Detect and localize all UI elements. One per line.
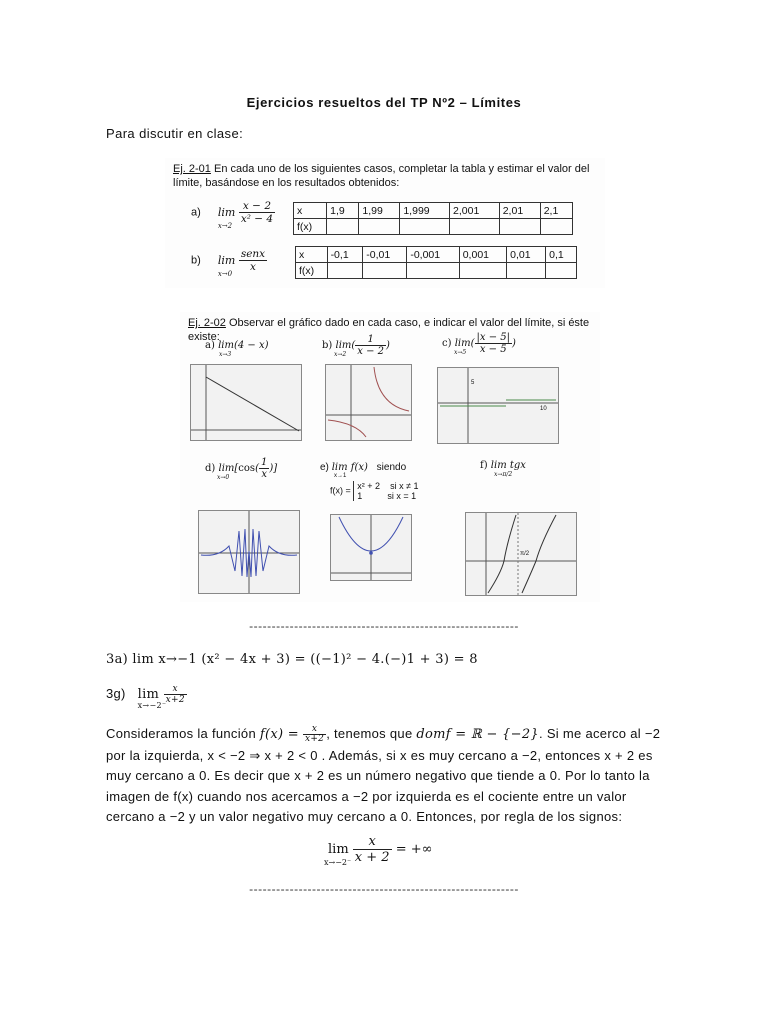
graph-f-tick-label: π/2 bbox=[520, 551, 530, 557]
final-result: = +∞ bbox=[395, 842, 433, 857]
table-cell: 2,1 bbox=[540, 203, 572, 219]
table-cell: 0,1 bbox=[546, 247, 577, 263]
table-b bbox=[295, 246, 577, 279]
table-cell bbox=[327, 219, 359, 235]
lim-word: lim bbox=[335, 340, 352, 351]
table-cell bbox=[540, 219, 572, 235]
lim-word: lim bbox=[328, 842, 349, 857]
graph-a-plot bbox=[191, 365, 301, 440]
fraction-denominator: x+2 bbox=[165, 695, 185, 705]
fraction-denominator: x+2 bbox=[304, 734, 325, 745]
siendo-word: siendo bbox=[376, 462, 407, 473]
item-label: a) bbox=[205, 340, 215, 351]
lim-word: lim bbox=[218, 463, 235, 474]
lim-subscript: x→2 bbox=[334, 351, 347, 358]
table-cell: 1,99 bbox=[359, 203, 400, 219]
exercise-3g bbox=[106, 684, 187, 710]
exercise-2-02-text: Observar el gráfico dado en cada caso, e indicar el valor del límite, si éste existe: bbox=[188, 317, 590, 343]
graph-c-tick-label: 10 bbox=[540, 406, 547, 412]
cond-2: si x = 1 bbox=[387, 491, 417, 501]
table-cell: 2,01 bbox=[499, 203, 540, 219]
fraction-numerator: senx bbox=[240, 248, 266, 260]
table-cell bbox=[359, 219, 400, 235]
lim-subscript: x→0 bbox=[217, 474, 230, 481]
item-label: d) bbox=[205, 463, 216, 474]
exercise-2-01-a bbox=[191, 200, 275, 230]
exercise-2-01-text: En cada uno de los siguientes casos, completar la tabla y estimar el valor del límite, basándose en los resultados obtenidos: bbox=[173, 163, 590, 189]
fraction-numerator: 1 bbox=[260, 457, 268, 468]
piecewise-fx: f(x) = bbox=[330, 485, 351, 496]
item-label: f) bbox=[480, 460, 488, 471]
divider: ------------------------------------------------------------ bbox=[249, 619, 519, 633]
fraction-denominator: x bbox=[261, 469, 267, 480]
item-label: 3g) bbox=[106, 686, 126, 701]
graph-c-tick-label: 5 bbox=[471, 380, 475, 386]
fraction-numerator: |x − 5| bbox=[476, 332, 510, 343]
fraction-denominator: x² − 4 bbox=[240, 213, 274, 225]
lim-subscript: x→2 bbox=[217, 221, 233, 230]
lim-subscript: x→3 bbox=[219, 351, 232, 358]
graph-b bbox=[325, 364, 412, 441]
fraction-numerator: x − 2 bbox=[239, 200, 275, 213]
table-cell: -0,001 bbox=[407, 247, 459, 263]
fraction-denominator: x − 5 bbox=[479, 344, 507, 355]
table-cell bbox=[507, 263, 546, 279]
limit-expression-3g bbox=[137, 684, 187, 710]
intro-text: Para discutir en clase: bbox=[106, 126, 244, 141]
graph-a bbox=[190, 364, 302, 441]
fraction-numerator: x bbox=[353, 834, 392, 850]
limit-expression: lim f(x) bbox=[331, 462, 368, 473]
table-cell bbox=[400, 219, 450, 235]
graph-f bbox=[465, 512, 577, 596]
graph-c bbox=[437, 367, 559, 444]
exercise-2-02-d: d) lim[cos( $\frac{1}{x}$ )] x→0 bbox=[205, 457, 278, 481]
table-cell bbox=[363, 263, 407, 279]
table-cell: -0,1 bbox=[327, 247, 363, 263]
fraction-numerator: x bbox=[303, 725, 326, 735]
paragraph-text: . Si me acerco al −2 por la izquierda, x < −2 ⇒ x + 2 < 0 . Además, si x es muy cercano a −2, entonces x + 2 es muy cercano a 0. Es decir que x + 2 es un número negativo que tiende a 0. Por lo tanto la imagen de f(x) cuando nos acercamos a −2 por izquierda es el cociente entre un valor cercano a −2 y un valor negativo muy cercano a 0. Entonces, por regla de los signos: bbox=[106, 726, 661, 824]
table-cell bbox=[459, 263, 506, 279]
exercise-2-02-e bbox=[320, 462, 419, 501]
table-cell: -0,01 bbox=[363, 247, 407, 263]
lim-word: lim bbox=[217, 253, 236, 267]
table-cell: x bbox=[296, 247, 328, 263]
domain-expression: domf = ℝ − {−2} bbox=[416, 727, 540, 742]
exercise-2-01-ref: Ej. 2-01 bbox=[173, 163, 211, 175]
cond-1: si x ≠ 1 bbox=[390, 481, 419, 491]
graph-d bbox=[198, 510, 300, 594]
lim-subscript: x→−2⁻ bbox=[137, 701, 167, 710]
graph-e-plot bbox=[331, 515, 411, 580]
exercise-2-02-a bbox=[205, 340, 268, 358]
table-cell: 0,001 bbox=[459, 247, 506, 263]
item-label: e) bbox=[320, 462, 329, 473]
lim-subscript: x→5 bbox=[454, 349, 467, 356]
fraction-denominator: x − 2 bbox=[357, 346, 385, 357]
case-1: x² + 2 bbox=[357, 481, 381, 491]
exercise-2-02-b: b) lim( $\frac{1}{x - 2}$ ) x→2 bbox=[322, 334, 390, 358]
table-cell bbox=[327, 263, 363, 279]
table-cell bbox=[450, 219, 500, 235]
item-label: b) bbox=[191, 254, 201, 267]
table-cell: 2,001 bbox=[450, 203, 500, 219]
lim-subscript: x→0 bbox=[217, 269, 233, 278]
graph-b-plot bbox=[326, 365, 411, 440]
lim-subscript: x→π/2 bbox=[494, 471, 513, 478]
exercise-2-01-b bbox=[191, 248, 267, 278]
case-2: 1 bbox=[357, 491, 363, 501]
graph-e bbox=[330, 514, 412, 581]
exercise-2-02-ref: Ej. 2-02 bbox=[188, 317, 226, 329]
lim-word: lim bbox=[217, 205, 236, 219]
fraction-denominator: x bbox=[250, 261, 256, 273]
lim-word: lim bbox=[454, 338, 471, 349]
graph-d-plot bbox=[199, 511, 299, 593]
table-cell: f(x) bbox=[294, 219, 327, 235]
function-expression: f(x) = bbox=[259, 727, 300, 742]
final-limit bbox=[324, 834, 433, 867]
limit-expression-b bbox=[217, 248, 267, 278]
lim-subscript: x→1 bbox=[334, 473, 347, 479]
table-a bbox=[293, 202, 573, 235]
exercise-2-02-f bbox=[480, 460, 526, 478]
exercise-2-02-c: c) lim( $\frac{|x - 5|}{x - 5}$ ) x→5 bbox=[442, 332, 516, 356]
fraction-numerator: x bbox=[164, 684, 187, 695]
explanation-paragraph bbox=[106, 724, 666, 828]
exercise-2-01-statement bbox=[173, 162, 601, 190]
limit-expression: lim tgx bbox=[490, 460, 526, 471]
item-label: a) bbox=[191, 206, 201, 219]
table-cell bbox=[499, 219, 540, 235]
divider: ------------------------------------------------------------ bbox=[249, 882, 519, 896]
table-cell: f(x) bbox=[296, 263, 328, 279]
table-cell: 1,9 bbox=[327, 203, 359, 219]
lim-subscript: x→−2⁻ bbox=[324, 858, 352, 867]
table-cell: 0,01 bbox=[507, 247, 546, 263]
piecewise-definition bbox=[330, 481, 419, 501]
paragraph-text: Consideramos la función bbox=[106, 726, 260, 741]
exercise-2-02-block bbox=[180, 312, 600, 602]
item-label: c) bbox=[442, 338, 452, 349]
limit-expression: lim(4 − x) bbox=[218, 340, 269, 351]
paragraph-text: , tenemos que bbox=[326, 726, 417, 741]
limit-expression-a bbox=[217, 200, 275, 230]
table-cell bbox=[546, 263, 577, 279]
fraction-denominator: x + 2 bbox=[354, 850, 390, 865]
exercise-2-01-block bbox=[165, 158, 605, 288]
cos-word: cos bbox=[238, 463, 256, 474]
table-cell: 1,999 bbox=[400, 203, 450, 219]
exercise-3a: 3a) lim x→−1 (x² − 4x + 3) = ((−1)² − 4.(−)1 + 3) = 8 bbox=[106, 652, 478, 667]
table-cell bbox=[407, 263, 459, 279]
table-cell: x bbox=[294, 203, 327, 219]
page-title: Ejercicios resueltos del TP Nº2 – Límites bbox=[246, 95, 522, 110]
lim-word: lim bbox=[137, 687, 160, 702]
fraction-numerator: 1 bbox=[355, 334, 386, 346]
item-label: b) bbox=[322, 340, 333, 351]
